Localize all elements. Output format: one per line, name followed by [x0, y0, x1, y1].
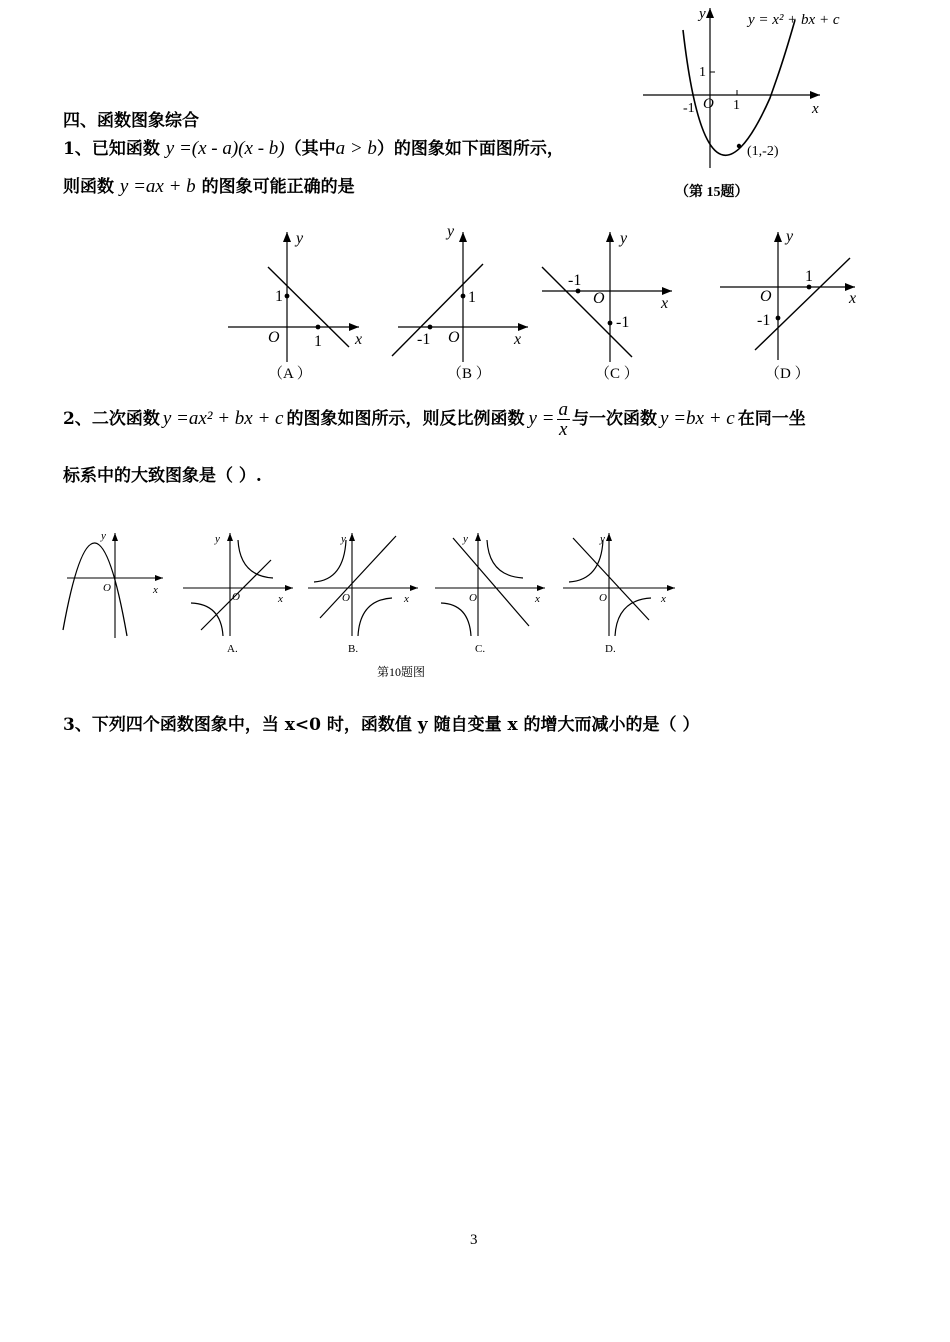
q1-function: y =(x - a)(x - b) [165, 138, 285, 159]
q2-gb-y-label: y [341, 533, 346, 545]
opt-a-label: （A ） [268, 366, 312, 382]
q2-line1 [63, 396, 806, 442]
q2-gc-label: C. [475, 643, 486, 655]
opt-d-tick-y: -1 [757, 312, 771, 329]
opt-d-label: （D ） [765, 366, 810, 382]
q2-graph-d [563, 533, 675, 655]
q1-reference-graph [635, 0, 885, 205]
opt-c-tick-y: -1 [616, 314, 630, 331]
q1-cond-open: （其中 [284, 139, 336, 159]
ref-x-label: x [812, 101, 819, 117]
q2-gd-y-label: y [600, 533, 605, 545]
opt-d-origin: O [760, 288, 772, 305]
q2-gd-x-label: x [661, 593, 666, 605]
opt-d-y-label: y [786, 228, 794, 245]
q2-gd-label: D. [605, 643, 616, 655]
q2-function: y =ax² + bx + c [162, 408, 284, 429]
q2-g0-x-label: x [153, 584, 158, 596]
q1-option-d-graph [715, 222, 865, 387]
q2-gb-origin: O [342, 592, 350, 604]
q2-gc-x-label: x [535, 593, 540, 605]
q2-g0-y-label: y [101, 530, 106, 542]
q2-graph-a [183, 533, 293, 655]
q2-frac-lhs: y = [528, 408, 555, 429]
q2-frac-num: a [558, 398, 569, 420]
page-number: 3 [470, 1232, 478, 1248]
opt-b-x-label: x [514, 331, 522, 348]
q2-gb-label: B. [348, 643, 359, 655]
ref-tick-neg1: -1 [683, 101, 695, 116]
q2-gc-y-label: y [463, 533, 468, 545]
opt-a-tick-y: 1 [275, 288, 283, 305]
q2-line2: 标系中的大致图象是（ ）. [63, 466, 262, 486]
opt-c-x-label: x [661, 295, 669, 312]
ref-origin-label: O [703, 96, 714, 112]
opt-c-y-label: y [620, 230, 628, 247]
q2-function2: y =bx + c [660, 408, 735, 429]
q2-suffix: 在同一坐 [737, 409, 806, 429]
q2-ga-x-label: x [278, 593, 283, 605]
opt-b-tick-x: -1 [417, 331, 431, 348]
q2-mid2: 与一次函数 [572, 409, 658, 429]
q2-frac-den: x [559, 418, 568, 440]
q2-graphs [55, 518, 685, 688]
q1-prefix: 1、已知函数 [63, 139, 160, 159]
q1-line2-suffix: 的图象可能正确的是 [201, 177, 355, 197]
ref-equation-label: y = x² + bx + c [748, 12, 840, 28]
opt-c-origin: O [593, 290, 605, 307]
q2-graph-c [435, 533, 545, 655]
q3-text: 3、下列四个函数图象中，当 x<0 时，函数值 y 随自变量 x 的增大而减小的是（ ） [63, 715, 700, 735]
q1-line1 [63, 138, 564, 160]
ref-caption: （第 15题） [675, 185, 749, 200]
q1-function2: y =ax + b [119, 176, 196, 197]
opt-c-label: （C ） [595, 366, 639, 382]
q2-prefix: 2、二次函数 [63, 409, 160, 429]
opt-a-y-label: y [296, 230, 304, 247]
q2-graph-parabola [63, 530, 163, 638]
opt-a-tick-x: 1 [314, 333, 322, 350]
ref-tick-y1: 1 [699, 65, 706, 80]
q1-option-a-graph [222, 222, 372, 387]
opt-a-x-label: x [355, 331, 363, 348]
opt-b-origin: O [448, 329, 460, 346]
q2-gd-origin: O [599, 592, 607, 604]
ref-tick-x1: 1 [733, 98, 740, 113]
q2-gb-x-label: x [404, 593, 409, 605]
q1-option-c-graph [535, 222, 685, 387]
ref-y-label: y [699, 6, 706, 22]
q2-ga-label: A. [227, 643, 238, 655]
opt-d-tick-x: 1 [805, 268, 813, 285]
q2-g0-origin: O [103, 582, 111, 594]
opt-b-label: （B ） [447, 366, 491, 382]
q1-cond-close: ）的图象如下面图所示， [376, 139, 564, 159]
q2-ga-origin: O [232, 591, 240, 603]
q1-line2-prefix: 则函数 [63, 177, 114, 197]
q2-caption: 第10题图 [377, 665, 426, 679]
q2-fraction [557, 400, 571, 439]
ref-vertex-label: (1,-2) [747, 144, 779, 159]
opt-b-y-label: y [447, 223, 455, 240]
q2-gc-origin: O [469, 592, 477, 604]
q2-mid: 的图象如图所示，则反比例函数 [286, 409, 525, 429]
opt-d-x-label: x [849, 290, 857, 307]
opt-a-origin: O [268, 329, 280, 346]
q2-ga-y-label: y [215, 533, 220, 545]
q1-condition: a > b [335, 138, 377, 159]
opt-c-tick-x: -1 [568, 272, 582, 289]
q1-option-b-graph [390, 222, 540, 387]
section-title: 四、函数图象综合 [63, 111, 199, 131]
q2-graph-b [308, 533, 418, 655]
opt-b-tick-y: 1 [468, 289, 476, 306]
q1-line2 [63, 176, 355, 198]
